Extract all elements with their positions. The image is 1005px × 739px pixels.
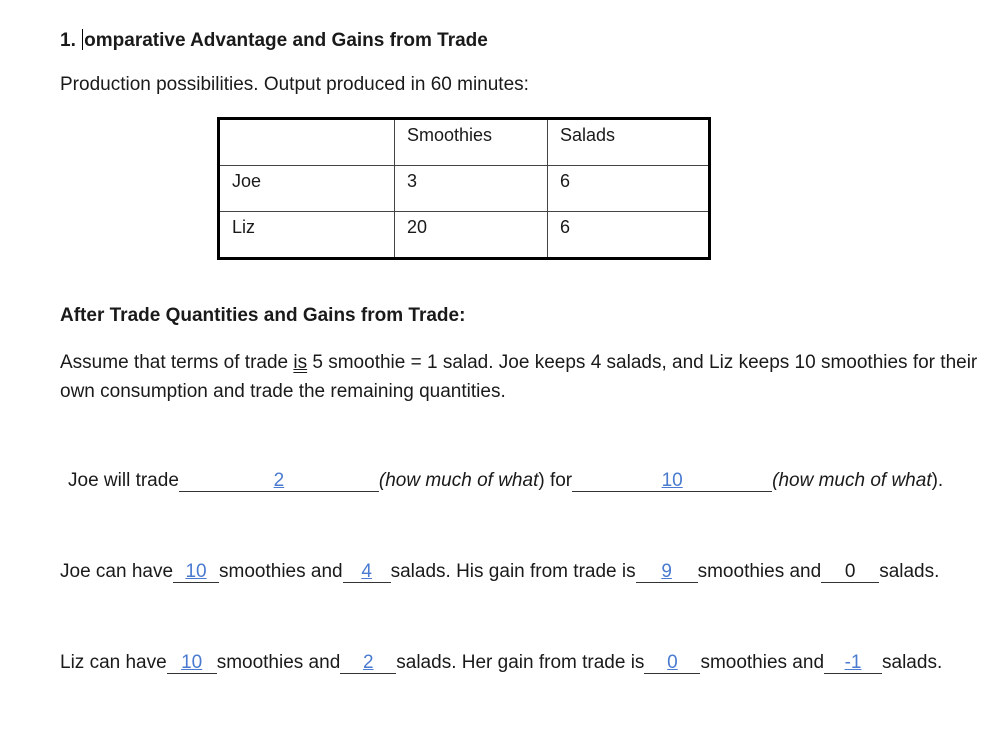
joe-have-blank-2[interactable] bbox=[343, 561, 391, 583]
joe-trade-prefix: Joe will trade bbox=[68, 470, 179, 491]
text-cursor bbox=[82, 29, 83, 50]
table-cell: 3 bbox=[395, 166, 548, 212]
section-heading bbox=[60, 29, 488, 52]
joe-have-value-3: 9 bbox=[661, 561, 672, 582]
table-header-row bbox=[219, 119, 710, 166]
joe-have-blank-3[interactable] bbox=[636, 561, 698, 583]
liz-have-value-2: 2 bbox=[362, 652, 374, 673]
liz-have-line bbox=[60, 652, 942, 674]
table-header-cell bbox=[219, 119, 395, 166]
joe-trade-close-1: ) bbox=[538, 470, 545, 491]
assume-text-rest: 5 smoothie = 1 salad. Joe keeps 4 salads, and Liz keeps 10 smoothies for their own consumption and trade the remaining quantities. bbox=[60, 352, 978, 402]
joe-have-value-2: 4 bbox=[361, 561, 372, 582]
joe-have-blank-1[interactable] bbox=[173, 561, 219, 583]
heading-number: 1. bbox=[60, 30, 76, 51]
production-table bbox=[217, 117, 711, 260]
joe-have-text-4: salads. bbox=[879, 561, 940, 582]
liz-have-blank-2[interactable] bbox=[340, 652, 396, 674]
liz-have-blank-4[interactable] bbox=[824, 652, 882, 674]
liz-have-text-1: smoothies and bbox=[216, 652, 341, 673]
joe-trade-for: for bbox=[544, 470, 573, 491]
table-cell: 6 bbox=[548, 212, 710, 259]
liz-have-blank-3[interactable] bbox=[644, 652, 700, 674]
table-header-cell: Salads bbox=[548, 119, 710, 166]
joe-have-blank-4[interactable] bbox=[821, 561, 879, 583]
liz-have-text-3: smoothies and bbox=[700, 652, 825, 673]
heading-title: omparative Advantage and Gains from Trade bbox=[84, 30, 488, 51]
liz-have-prefix: Liz can have bbox=[60, 652, 167, 673]
liz-have-blank-1[interactable] bbox=[167, 652, 217, 674]
table-header-cell: Smoothies bbox=[395, 119, 548, 166]
joe-have-text-3: smoothies and bbox=[697, 561, 822, 582]
joe-have-value-1: 10 bbox=[185, 561, 207, 582]
production-subtitle: Production possibilities. Output produced in 60 minutes: bbox=[60, 74, 529, 95]
table-cell: 20 bbox=[395, 212, 548, 259]
joe-trade-hint-2: (how much of what bbox=[772, 470, 932, 491]
liz-have-value-3: 0 bbox=[667, 652, 678, 673]
liz-have-text-4: salads. bbox=[882, 652, 943, 673]
after-trade-heading: After Trade Quantities and Gains from Trade: bbox=[60, 305, 466, 326]
joe-trade-close-2: ). bbox=[931, 470, 944, 491]
assumption-paragraph bbox=[60, 348, 980, 406]
joe-trade-hint-1: (how much of what bbox=[378, 470, 539, 491]
joe-trade-answer-1: 2 bbox=[273, 470, 285, 491]
joe-have-value-4: 0 bbox=[844, 561, 856, 582]
liz-have-value-4: -1 bbox=[844, 652, 862, 673]
table-row bbox=[219, 212, 710, 259]
joe-have-text-2: salads. His gain from trade is bbox=[390, 561, 636, 582]
joe-have-line bbox=[60, 561, 939, 583]
table-cell: Liz bbox=[219, 212, 395, 259]
joe-trade-blank-2[interactable] bbox=[572, 470, 772, 492]
joe-trade-answer-2: 10 bbox=[661, 470, 683, 491]
liz-have-value-1: 10 bbox=[181, 652, 203, 673]
joe-trade-blank-1[interactable] bbox=[179, 470, 379, 492]
table-row bbox=[219, 166, 710, 212]
table-cell: Joe bbox=[219, 166, 395, 212]
assume-text: Assume that terms of trade bbox=[60, 352, 294, 373]
table-cell: 6 bbox=[548, 166, 710, 212]
assume-underlined-word: is bbox=[293, 352, 308, 373]
joe-trade-line bbox=[68, 470, 943, 492]
liz-have-text-2: salads. Her gain from trade is bbox=[396, 652, 645, 673]
joe-have-text-1: smoothies and bbox=[219, 561, 343, 582]
joe-have-prefix: Joe can have bbox=[60, 561, 174, 582]
